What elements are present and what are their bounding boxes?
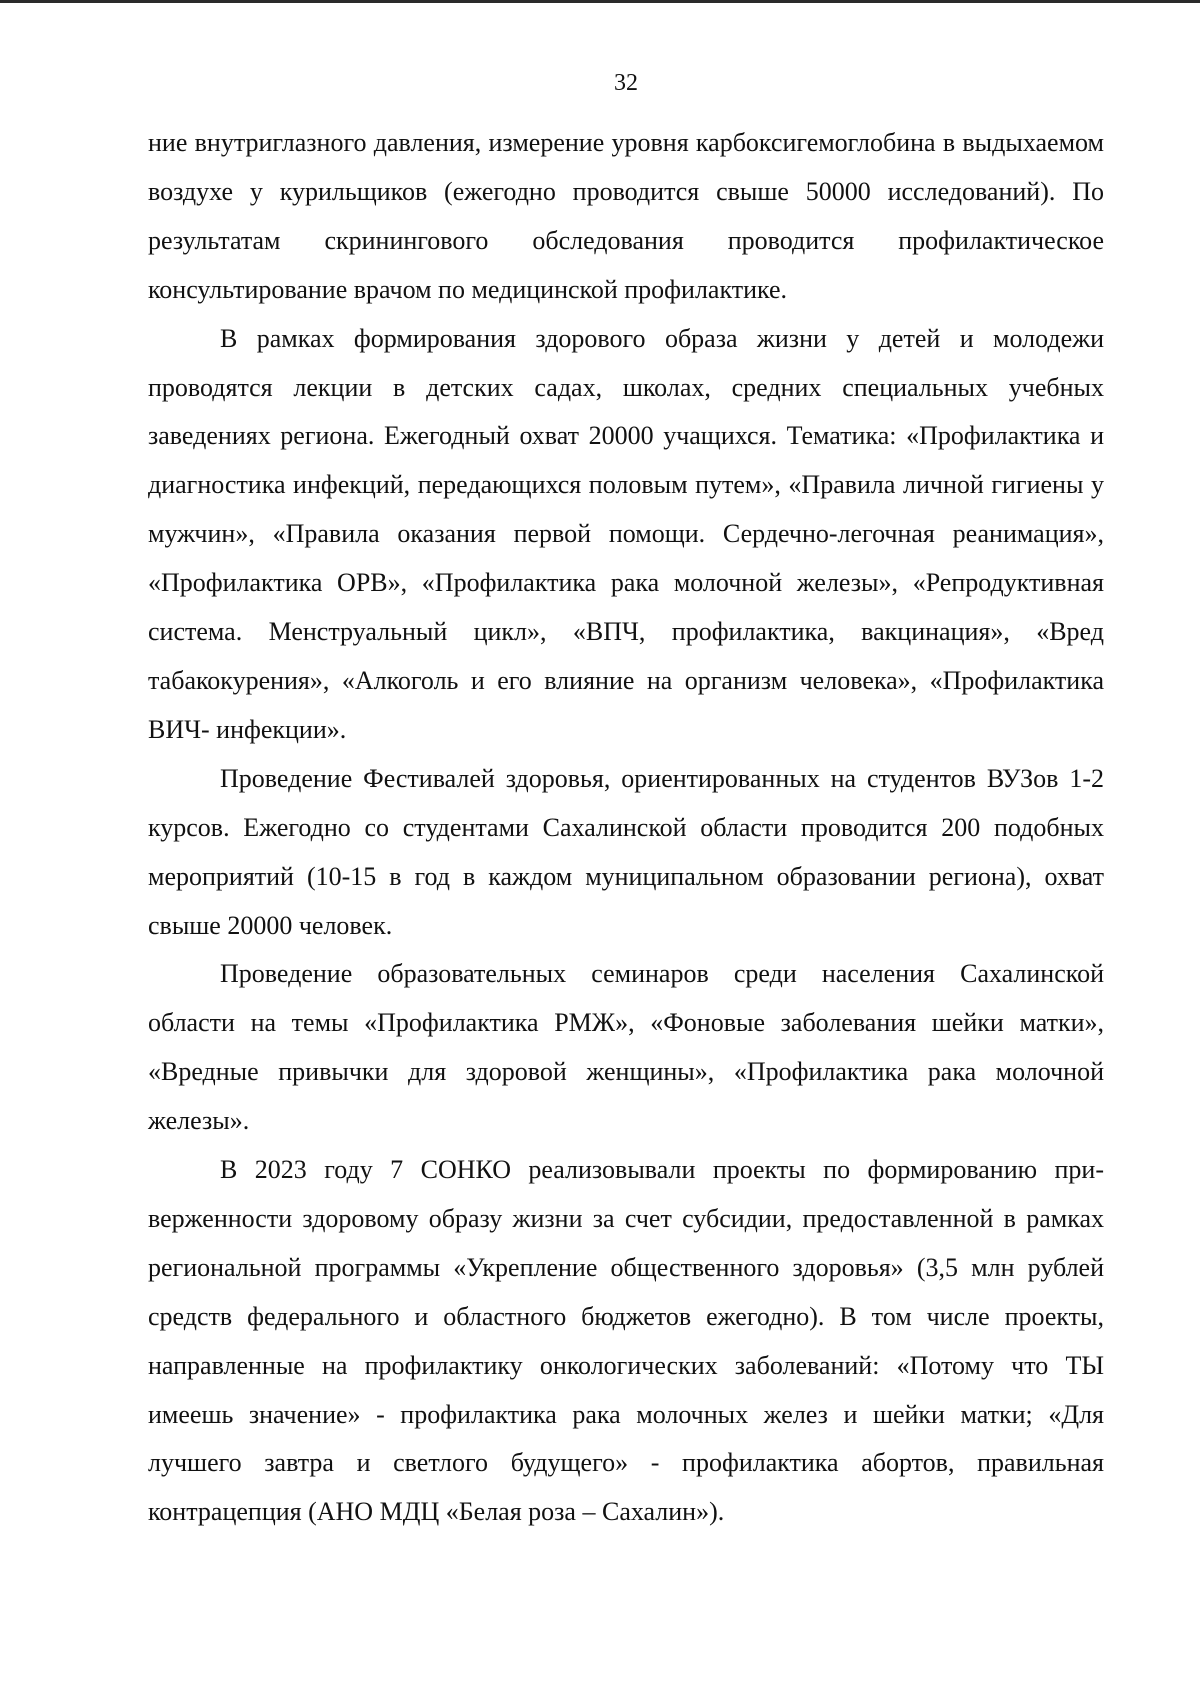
page-number: 32 (614, 70, 638, 96)
paragraph-sonko-projects: В 2023 году 7 СОНКО реализовывали проекты по формированию приверженности здоровому образу жизни за счет субсидии, предоставленной в рамках региональной программы «Укрепление общественного здоровья» (3,5 млн рублей средств федерального и областного бюджетов ежегодно). В том числе проекты, направленные на профилактику онкологических заболеваний: «Потому что ТЫ имеешь значение» - профилактика рака молочных желез и шейки матки; «Для лучшего завтра и светлого будущего» - профилактика абортов, правильная контрацепция (АНО МДЦ «Белая роза – Сахалин»). (148, 1155, 1104, 1527)
document-body (148, 119, 1104, 1537)
top-border-line (0, 0, 1200, 3)
paragraph-screening-continued: ние внутриглазного давления, измерение уровня карбоксигемоглобина в выдыхаемом воздухе у курильщиков (ежегодно проводится свыше 50000 исследований). По результатам скринингового обследования проводится профилактическое консультирование врачом по медицинской профилактике. (148, 128, 1104, 304)
paragraph-educational-seminars: Проведение образовательных семинаров среди населения Сахалинской области на темы «Профилактика РМЖ», «Фоновые заболевания шейки матки», «Вредные привычки для здоровой женщины», «Профилактика рака молочной железы». (148, 959, 1104, 1136)
paragraph-youth-lectures: В рамках формирования здорового образа жизни у детей и молодежи проводятся лекции в детских садах, школах, средних специальных учебных заведениях региона. Ежегодный охват 20000 учащихся. Тематика: «Профилактика и диагностика инфекций, передающихся половым путем», «Правила личной гигиены у мужчин», «Правила оказания первой помощи. Сердечно-легочная реанимация», «Профилактика ОРВ», «Профилактика рака молочной железы», «Репродуктивная система. Менструальный цикл», «ВПЧ, профилактика, вакцинация», «Вред табакокурения», «Алкоголь и его влияние на организм человека», «Профилактика ВИЧ- инфекции». (148, 323, 1104, 744)
paragraph-health-festivals: Проведение Фестивалей здоровья, ориентированных на студентов ВУЗов 1-2 курсов. Ежегодно со студентами Сахалинской области проводится 200 подобных мероприятий (10-15 в год в каждом муниципальном образовании региона), охват свыше 20000 человек. (148, 763, 1104, 940)
